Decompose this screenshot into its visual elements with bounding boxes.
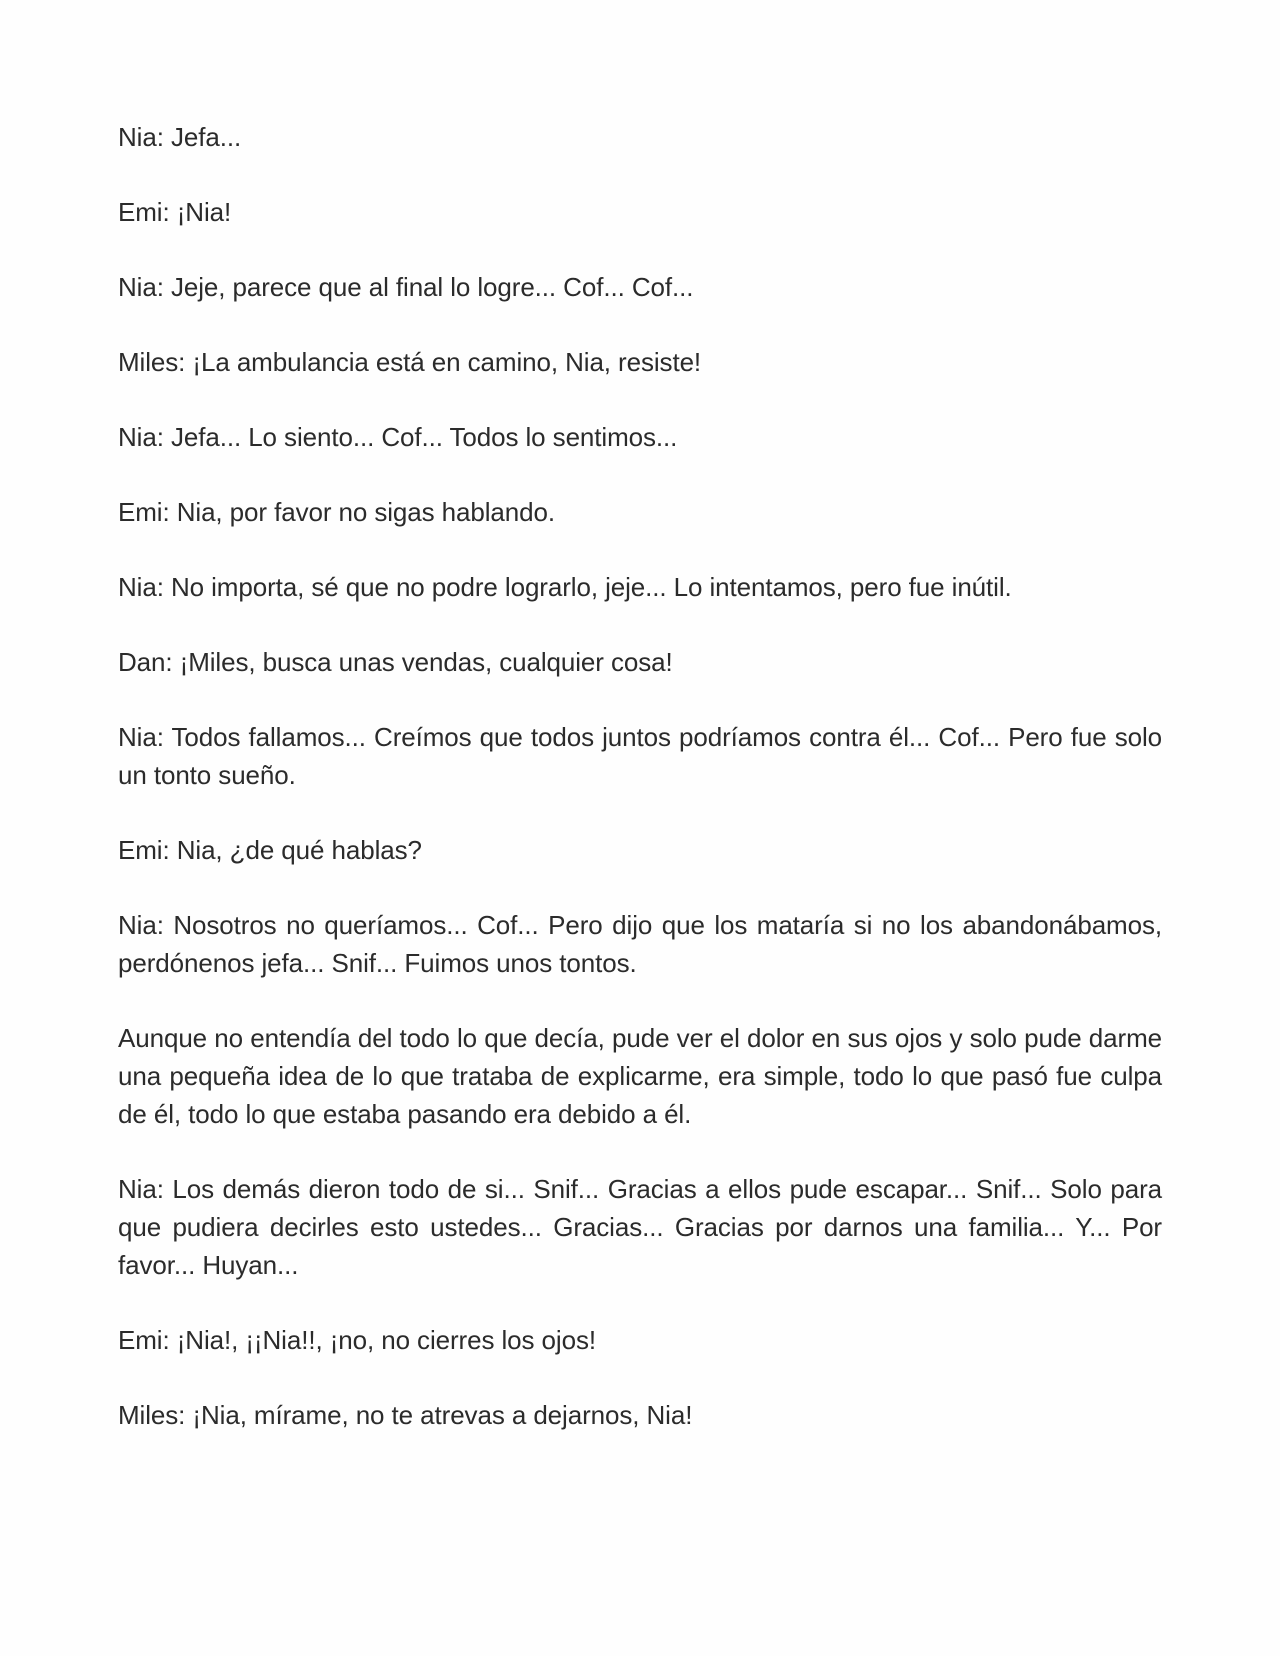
- paragraph: Miles: ¡La ambulancia está en camino, Nia, resiste!: [118, 347, 702, 377]
- paragraph: Nia: Jefa... Lo siento... Cof... Todos lo sentimos...: [118, 422, 678, 452]
- paragraph: Nia: Todos fallamos... Creímos que todos juntos podríamos contra él... Cof... Pero fue solo un tonto sueño.: [118, 722, 1162, 790]
- paragraph: Emi: Nia, ¿de qué hablas?: [118, 835, 422, 865]
- paragraph: Nia: Jeje, parece que al final lo logre... Cof... Cof...: [118, 272, 694, 302]
- paragraph: Emi: Nia, por favor no sigas hablando.: [118, 497, 555, 527]
- paragraph: Nia: Jefa...: [118, 122, 242, 152]
- paragraph: Aunque no entendía del todo lo que decía, pude ver el dolor en sus ojos y solo pude darme una pequeña idea de lo que trataba de explicarme, era simple, todo lo que pasó fue culpa de él, todo lo que estaba pasando era debido a él.: [118, 1023, 1162, 1129]
- paragraph: Miles: ¡Nia, mírame, no te atrevas a dejarnos, Nia!: [118, 1400, 693, 1430]
- paragraph: Nia: Nosotros no queríamos... Cof... Pero dijo que los mataría si no los abandonábamos, perdónenos jefa... Snif... Fuimos unos tontos.: [118, 910, 1162, 978]
- paragraph: Dan: ¡Miles, busca unas vendas, cualquier cosa!: [118, 647, 673, 677]
- paragraph: Emi: ¡Nia!: [118, 197, 232, 227]
- paragraph: Nia: No importa, sé que no podre lograrlo, jeje... Lo intentamos, pero fue inútil.: [118, 572, 1012, 602]
- paragraph: Emi: ¡Nia!, ¡¡Nia!!, ¡no, no cierres los ojos!: [118, 1325, 596, 1355]
- paragraph: Nia: Los demás dieron todo de si... Snif... Gracias a ellos pude escapar... Snif... Solo para que pudiera decirles esto ustedes... Gracias... Gracias por darnos una familia... Y... Por favor... Huyan...: [118, 1174, 1162, 1280]
